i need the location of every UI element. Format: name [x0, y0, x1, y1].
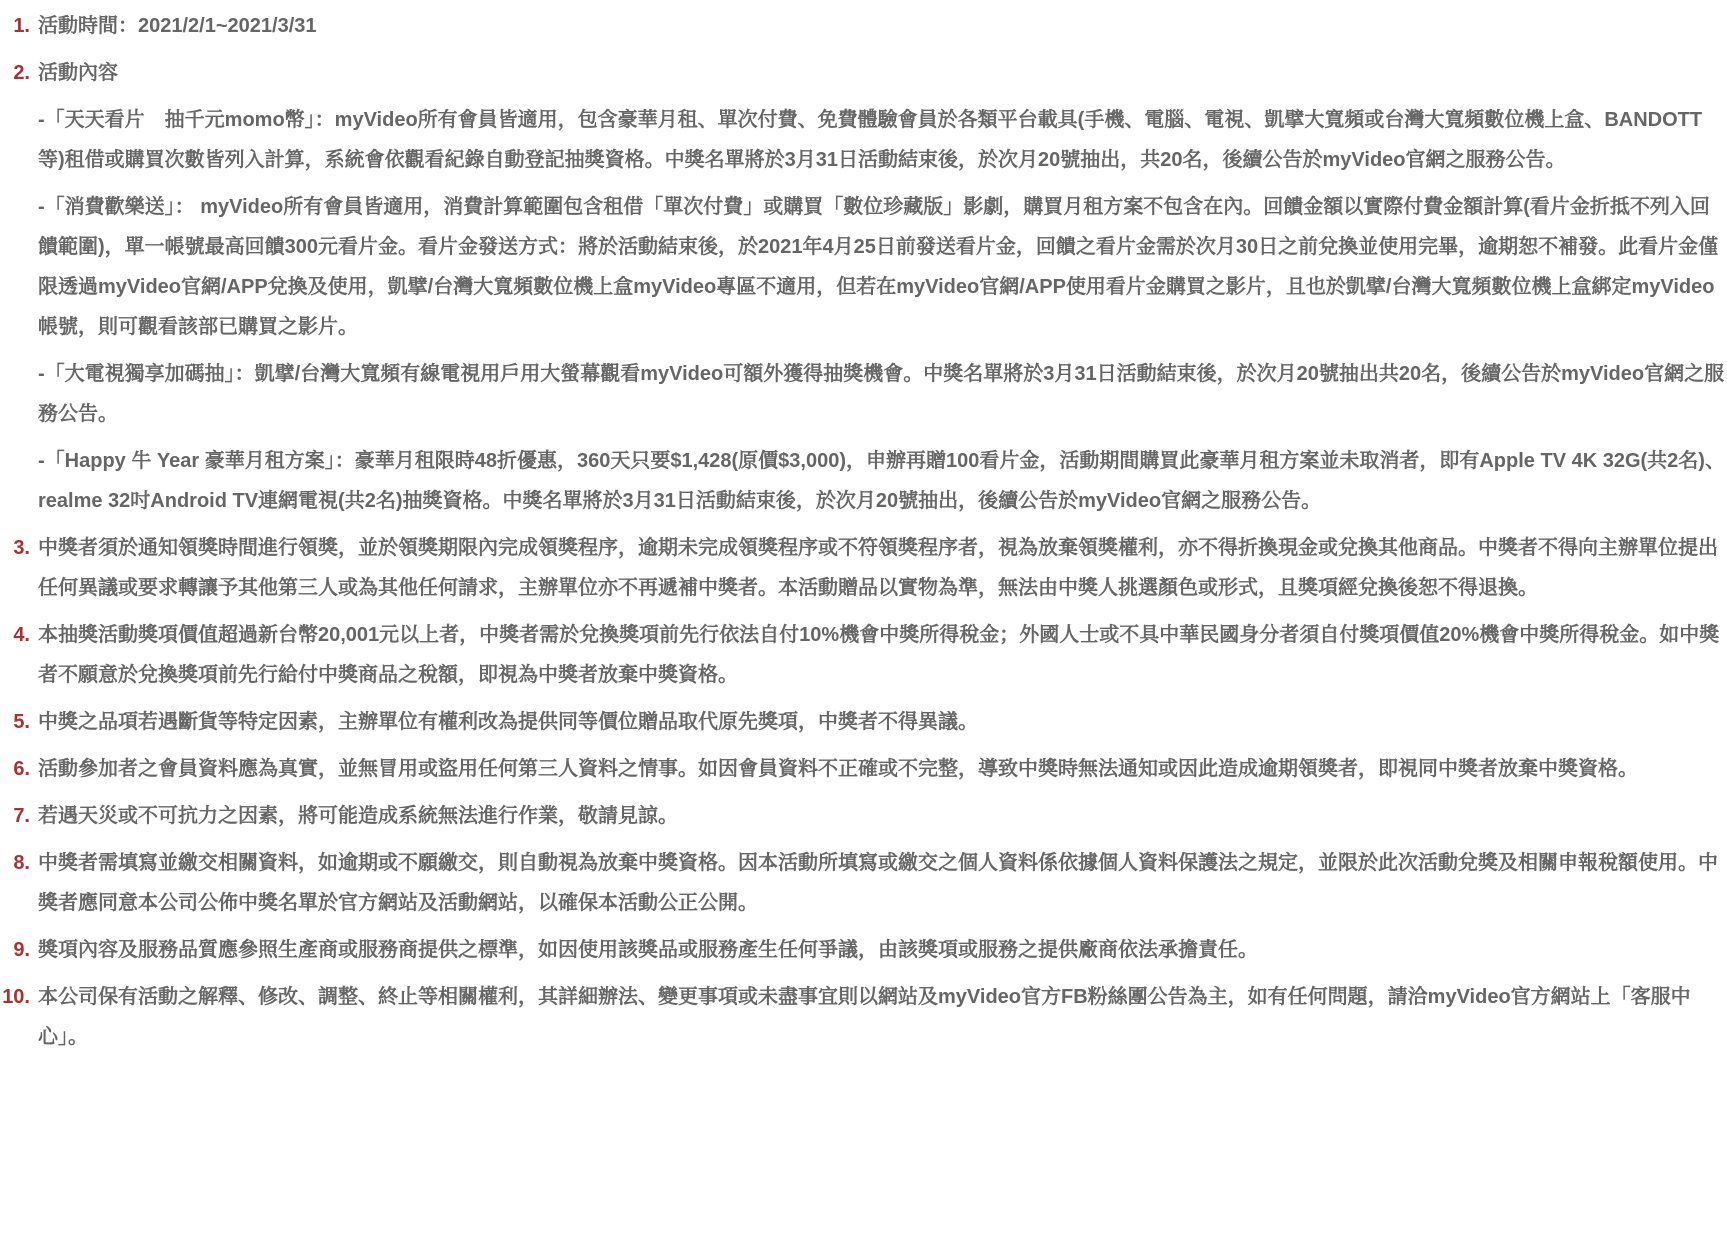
list-item [0, 6, 1727, 53]
item-number: 6. [13, 758, 30, 780]
paragraph: 本公司保有活動之解釋、修改、調整、終止等相關權利，其詳細辦法、變更事項或未盡事宜則以網站及myVideo官方FB粉絲團公告為主，如有任何問題，請洽myVideo官方網站上「客服中心」。 [38, 986, 1691, 1048]
list-item [0, 843, 1727, 930]
item-body [38, 6, 1727, 53]
list-item [0, 53, 1727, 528]
list-item [0, 796, 1727, 843]
item-body [38, 702, 1727, 749]
paragraph: 若遇天災或不可抗力之因素，將可能造成系統無法進行作業，敬請見諒。 [38, 805, 678, 827]
item-number: 9. [13, 939, 30, 961]
item-number: 3. [13, 537, 30, 559]
paragraph: 本抽獎活動獎項價值超過新台幣20,001元以上者，中獎者需於兌換獎項前先行依法自付10%機會中獎所得稅金；外國人士或不具中華民國身分者須自付獎項價值20%機會中獎所得稅金。如中獎者不願意於兌換獎項前先行給付中獎商品之稅額，即視為中獎者放棄中獎資格。 [38, 624, 1720, 686]
item-body [38, 796, 1727, 843]
item-number: 1. [13, 15, 30, 37]
paragraph: -「Happy 牛 Year 豪華月租方案」：豪華月租限時48折優惠，360天只要$1,428(原價$3,000)，申辦再贈100看片金，活動期間購買此豪華月租方案並未取消者，即有Apple TV 4K 32G(共2名)、realme 32吋Android TV連網電視(共2名)抽獎資格。中獎名單將於3月31日活動結束後，於次月20號抽出，後續公告於myVideo官網之服務公告。 [38, 450, 1725, 512]
paragraph: 中獎之品項若遇斷貨等特定因素，主辦單位有權利改為提供同等價位贈品取代原先獎項，中獎者不得異議。 [38, 711, 978, 733]
item-number: 7. [13, 805, 30, 827]
list-item [0, 702, 1727, 749]
list-item [0, 615, 1727, 702]
item-body [38, 977, 1727, 1064]
paragraph: 活動時間：2021/2/1~2021/3/31 [38, 15, 317, 37]
paragraph: -「天天看片 抽千元momo幣」：myVideo所有會員皆適用，包含豪華月租、單次付費、免費體驗會員於各類平台載具(手機、電腦、電視、凱擘大寬頻或台灣大寬頻數位機上盒、BANDOTT等)租借或購買次數皆列入計算，系統會依觀看紀錄自動登記抽獎資格。中獎名單將於3月31日活動結束後，於次月20號抽出，共20名，後續公告於myVideo官網之服務公告。 [38, 109, 1703, 171]
item-number: 10. [2, 986, 30, 1008]
item-body [38, 843, 1727, 930]
item-number: 8. [13, 852, 30, 874]
list-item [0, 528, 1727, 615]
item-number: 2. [13, 62, 30, 84]
paragraph: 中獎者須於通知領獎時間進行領獎，並於領獎期限內完成領獎程序，逾期未完成領獎程序或不符領獎程序者，視為放棄領獎權利，亦不得折換現金或兌換其他商品。中獎者不得向主辦單位提出任何異議或要求轉讓予其他第三人或為其他任何請求，主辦單位亦不再遞補中獎者。本活動贈品以實物為準，無法由中獎人挑選顏色或形式，且獎項經兌換後恕不得退換。 [38, 537, 1718, 599]
list-item [0, 930, 1727, 977]
paragraph: -「大電視獨享加碼抽」：凱擘/台灣大寬頻有線電視用戶用大螢幕觀看myVideo可額外獲得抽獎機會。中獎名單將於3月31日活動結束後，於次月20號抽出共20名，後續公告於myVideo官網之服務公告。 [38, 363, 1725, 425]
item-body [38, 615, 1727, 702]
paragraph: -「消費歡樂送」： myVideo所有會員皆適用，消費計算範圍包含租借「單次付費」或購買「數位珍藏版」影劇，購買月租方案不包含在內。回饋金額以實際付費金額計算(看片金折抵不列入回饋範圍)，單一帳號最高回饋300元看片金。看片金發送方式：將於活動結束後，於2021年4月25日前發送看片金，回饋之看片金需於次月30日之前兌換並使用完畢，逾期恕不補發。此看片金僅限透過myVideo官網/APP兌換及使用，凱擘/台灣大寬頻數位機上盒myVideo專區不適用，但若在myVideo官網/APP使用看片金購買之影片，且也於凱擘/台灣大寬頻數位機上盒綁定myVideo帳號，則可觀看該部已購買之影片。 [38, 196, 1719, 338]
item-number: 5. [13, 711, 30, 733]
list-item [0, 977, 1727, 1064]
item-body [38, 53, 1727, 528]
item-body [38, 930, 1727, 977]
item-body [38, 749, 1727, 796]
paragraph: 中獎者需填寫並繳交相關資料，如逾期或不願繳交，則自動視為放棄中獎資格。因本活動所填寫或繳交之個人資料係依據個人資料保護法之規定，並限於此次活動兌獎及相關申報稅額使用。中獎者應同意本公司公佈中獎名單於官方網站及活動網站，以確保本活動公正公開。 [38, 852, 1718, 914]
item-number: 4. [13, 624, 30, 646]
paragraph: 活動參加者之會員資料應為真實，並無冒用或盜用任何第三人資料之情事。如因會員資料不正確或不完整，導致中獎時無法通知或因此造成逾期領獎者，即視同中獎者放棄中獎資格。 [38, 758, 1638, 780]
list-item [0, 749, 1727, 796]
item-body [38, 528, 1727, 615]
paragraph: 獎項內容及服務品質應參照生產商或服務商提供之標準，如因使用該獎品或服務產生任何爭議，由該獎項或服務之提供廠商依法承擔責任。 [38, 939, 1258, 961]
terms-list [0, 6, 1727, 1064]
paragraph: 活動內容 [38, 62, 118, 84]
